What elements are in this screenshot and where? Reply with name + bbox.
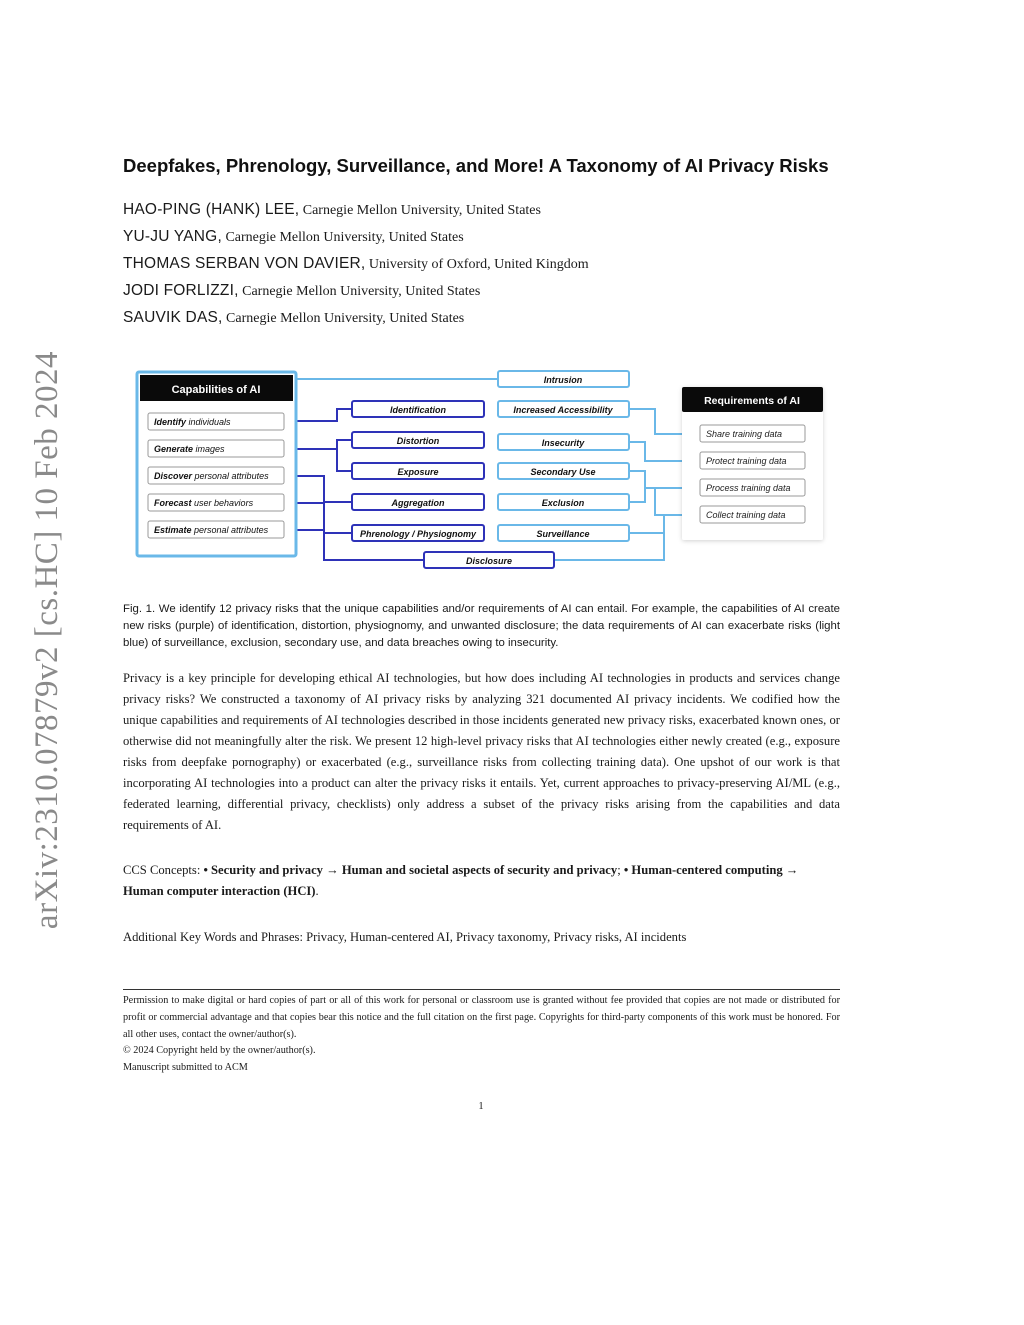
risk-box-intrusion: [498, 371, 629, 387]
risk-box-exclusion: [498, 494, 629, 510]
author-list: [123, 199, 823, 334]
author-name: YU-JU YANG,: [123, 228, 222, 245]
author-affiliation: University of Oxford, United Kingdom: [365, 257, 589, 272]
requirement-label: Protect training data: [706, 456, 787, 466]
paper-title: Deepfakes, Phrenology, Surveillance, and More! A Taxonomy of AI Privacy Risks: [123, 155, 829, 176]
capability-item: [148, 467, 284, 484]
author-name: JODI FORLIZZI,: [123, 282, 239, 299]
author-affiliation: Carnegie Mellon University, United States: [238, 284, 481, 299]
risk-label: Exclusion: [541, 498, 585, 508]
new-risks: [352, 401, 554, 568]
capability-object: individuals: [186, 417, 231, 427]
risk-box-surveillance: [498, 525, 629, 541]
manuscript-note: Manuscript submitted to ACM: [123, 1062, 248, 1074]
risk-box-insecurity: [498, 434, 629, 450]
ccs-prefix: CCS Concepts:: [123, 863, 204, 877]
risk-label: Identification: [390, 405, 446, 415]
capability-item: [148, 413, 284, 430]
capability-verb: Identify: [154, 417, 187, 427]
requirement-item: [700, 479, 805, 496]
svg-text:Generate images: [154, 444, 225, 454]
exacerbated-risks: [498, 371, 629, 541]
author-name: SAUVIK DAS,: [123, 309, 223, 326]
risk-label: Aggregation: [391, 498, 445, 508]
footnote: [123, 993, 840, 1077]
risk-box-aggregation: [352, 494, 484, 510]
author-name: HAO-PING (HANK) LEE,: [123, 201, 300, 218]
author-entry: [123, 226, 823, 253]
requirement-label: Share training data: [706, 429, 783, 439]
capability-verb: Discover: [154, 471, 193, 481]
ccs-concepts: [123, 860, 840, 902]
capability-item: [148, 494, 284, 511]
capability-verb: Generate: [154, 444, 194, 454]
risk-label: Secondary Use: [530, 467, 596, 477]
capability-item: [148, 440, 284, 457]
requirement-item: [700, 452, 805, 469]
risk-box-identification: [352, 401, 484, 417]
svg-text:Identify individuals: [154, 417, 231, 427]
capability-object: user behaviors: [191, 498, 254, 508]
risk-label: Disclosure: [465, 556, 513, 566]
capability-item: [148, 521, 284, 538]
risk-box-exposure: [352, 463, 484, 479]
requirement-label: Process training data: [706, 483, 791, 493]
arxiv-identifier: arXiv:2310.07879v2 [cs.HC] 10 Feb 2024: [29, 350, 65, 930]
risk-box-phrenology: [352, 525, 484, 541]
risk-label: Intrusion: [543, 375, 583, 385]
capability-verb: Estimate: [154, 525, 192, 535]
requirement-item: [700, 425, 805, 442]
risk-label: Surveillance: [536, 529, 590, 539]
author-affiliation: Carnegie Mellon University, United States: [221, 230, 464, 245]
ccs-concept: • Security and privacy → Human and societal aspects of security and privacy: [203, 863, 618, 877]
risk-label: Exposure: [397, 467, 439, 477]
author-entry: [123, 307, 823, 334]
ccs-concept: • Human-centered computing → Human computer interaction (HCI): [123, 863, 799, 898]
capability-object: personal attributes: [191, 525, 269, 535]
ccs-separator: ;: [617, 863, 624, 877]
author-entry: [123, 280, 823, 307]
svg-text:Discover personal attributes: [154, 471, 269, 481]
svg-text:Estimate personal attributes: [154, 525, 269, 535]
taxonomy-diagram: [130, 363, 840, 578]
author-entry: [123, 199, 823, 226]
figure-caption: Fig. 1. We identify 12 privacy risks that the unique capabilities and/or requirements of AI can entail. For example, the capabilities of AI create new risks (purple) of identification, distortion, physiognomy, and unwanted disclosure; the data requirements of AI can exacerbate risks (light blue) of surveillance, exclusion, secondary use, and data breaches owing to insecurity.: [123, 603, 840, 649]
requirement-item: [700, 506, 805, 523]
author-name: THOMAS SERBAN VON DAVIER,: [123, 255, 366, 272]
footnote-divider: [123, 989, 840, 990]
taxonomy-figure: [130, 363, 840, 578]
page-number: 1: [478, 1101, 484, 1112]
risk-box-secondary-use: [498, 463, 629, 479]
requirements-panel: [682, 387, 823, 540]
capabilities-title: Capabilities of AI: [171, 384, 261, 396]
risk-label: Increased Accessibility: [513, 405, 613, 415]
copyright-notice: © 2024 Copyright held by the owner/author(s).: [123, 1045, 316, 1057]
permission-notice: Permission to make digital or hard copies of part or all of this work for personal or classroom use is granted without fee provided that copies are not made or distributed for profit or commercial advantage and that copies bear this notice and the full citation on the first page. Copyrights for third-party components of this work must be honored. For all other uses, contact the owner/author(s).: [123, 995, 840, 1040]
svg-text:Forecast user behaviors: [154, 498, 254, 508]
keywords: Additional Key Words and Phrases: Privacy, Human-centered AI, Privacy taxonomy, Privacy risks, AI incidents: [123, 930, 687, 944]
author-entry: [123, 253, 823, 280]
abstract: Privacy is a key principle for developing ethical AI technologies, but how does including AI technologies in products and services change privacy risks? We constructed a taxonomy of AI privacy risks by analyzing 321 documented AI privacy incidents. We codified how the unique capabilities and requirements of AI technologies described in those incidents generated new privacy risks, exacerbated known ones, or otherwise did not meaningfully alter the risk. We present 12 high-level privacy risks that AI technologies either newly created (e.g., exposure risks from deepfake pornography) or exacerbated (e.g., surveillance risks from collecting training data). One upshot of our work is that incorporating AI technologies into a product can alter the privacy risks it entails. Yet, current approaches to privacy-preserving AI/ML (e.g., federated learning, differential privacy, checklists) only address a subset of the privacy risks arising from the capabilities and data requirements of AI.: [123, 671, 840, 832]
risk-box-disclosure: [424, 552, 554, 568]
risk-label: Phrenology / Physiognomy: [359, 529, 477, 539]
risk-label: Insecurity: [541, 438, 585, 448]
ccs-suffix: .: [315, 884, 319, 898]
risk-box-distortion: [352, 432, 484, 448]
capability-object: images: [193, 444, 225, 454]
capability-verb: Forecast: [154, 498, 192, 508]
risk-label: Distortion: [396, 436, 440, 446]
author-affiliation: Carnegie Mellon University, United States: [222, 311, 465, 326]
requirements-title: Requirements of AI: [704, 395, 800, 407]
capabilities-panel: [137, 372, 296, 556]
requirement-label: Collect training data: [706, 510, 786, 520]
author-affiliation: Carnegie Mellon University, United States: [299, 203, 541, 218]
capability-object: personal attributes: [192, 471, 269, 481]
risk-box-increased-accessibility: [498, 401, 629, 417]
